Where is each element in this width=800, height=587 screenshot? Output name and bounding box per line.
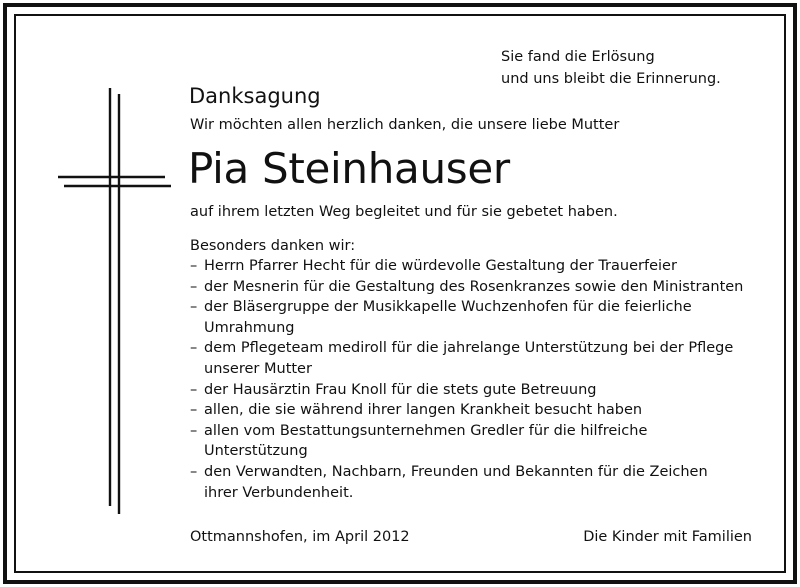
- thanks-item-line: – den Verwandten, Nachbarn, Freunden und Bekannten für die Zeichen: [204, 463, 708, 480]
- thanks-item-line: – allen, die sie während ihrer langen Krankheit besucht haben: [204, 402, 643, 419]
- thanks-item: [190, 297, 760, 338]
- thanks-item: [190, 380, 760, 401]
- thanks-heading: Besonders danken wir:: [190, 238, 356, 254]
- motto-line-2: und uns bleibt die Erinnerung.: [501, 71, 721, 87]
- thanks-item: [190, 421, 760, 462]
- signature: Die Kinder mit Familien: [583, 529, 752, 545]
- thanks-item: [190, 277, 760, 298]
- thanks-item-line: – der Bläsergruppe der Musikkapelle Wuchzenhofen für die feierliche: [204, 299, 692, 316]
- thanks-item-line: – dem Pflegeteam mediroll für die jahrelange Unterstützung bei der Pflege: [204, 340, 734, 357]
- place-date: Ottmannshofen, im April 2012: [190, 529, 410, 545]
- thanks-item-line: ihrer Verbundenheit.: [204, 484, 354, 501]
- thanks-item: [190, 256, 760, 277]
- thanks-item: [190, 462, 760, 503]
- thanks-item: [190, 338, 760, 379]
- thanks-item-line: Umrahmung: [204, 319, 295, 336]
- heading: Danksagung: [189, 84, 321, 108]
- thanks-item-line: – allen vom Bestattungsunternehmen Gredler für die hilfreiche: [204, 422, 648, 439]
- after-name-text: auf ihrem letzten Weg begleitet und für sie gebetet haben.: [190, 204, 618, 220]
- thanks-item-line: unserer Mutter: [204, 360, 312, 377]
- thanks-item: [190, 400, 760, 421]
- motto-line-1: Sie fand die Erlösung: [501, 49, 655, 65]
- thanks-list: [190, 256, 760, 503]
- thanks-item-line: – der Mesnerin für die Gestaltung des Rosenkranzes sowie den Ministranten: [204, 278, 744, 295]
- thanks-item-line: – der Hausärztin Frau Knoll für die stets gute Betreuung: [204, 381, 597, 398]
- deceased-name: Pia Steinhauser: [188, 144, 510, 193]
- intro-text: Wir möchten allen herzlich danken, die unsere liebe Mutter: [190, 117, 620, 133]
- thanks-item-line: Unterstützung: [204, 443, 308, 460]
- thanks-item-line: – Herrn Pfarrer Hecht für die würdevolle Gestaltung der Trauerfeier: [204, 258, 677, 274]
